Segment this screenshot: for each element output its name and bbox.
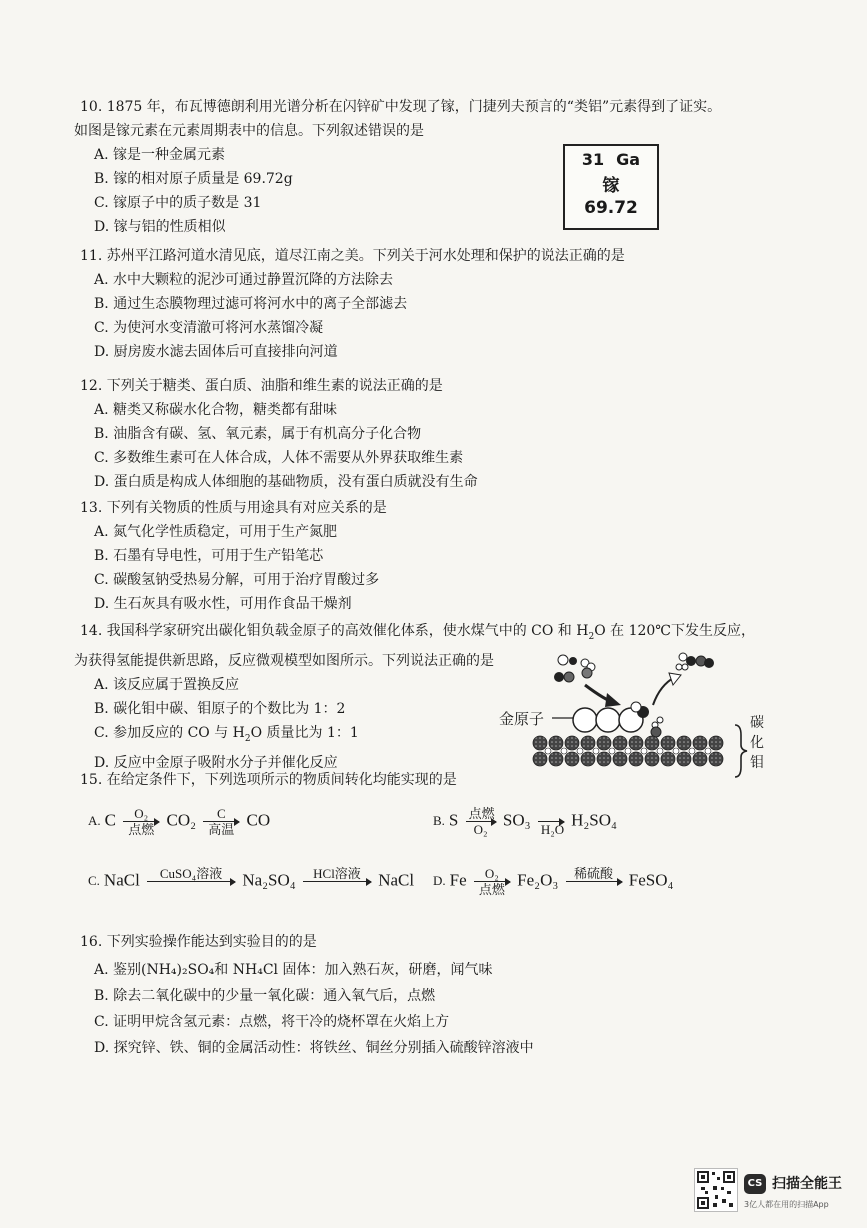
question-13-option-d: D. 生石灰具有吸水性，可用作食品干燥剂 — [94, 596, 352, 612]
question-15 — [80, 768, 780, 792]
question-16-option-b: B. 除去二氧化碳中的少量一氧化碳：通入氧气后，点燃 — [94, 988, 436, 1004]
question-16-option-d: D. 探究锌、铁、铜的金属活动性：将铁丝、铜丝分别插入硫酸锌溶液中 — [94, 1040, 534, 1056]
element-name: 镓 — [602, 176, 620, 196]
question-12-stem: 12. 下列关于糖类、蛋白质、油脂和维生素的说法正确的是 — [80, 378, 443, 394]
option-b-species-3: H₂SO₄ — [571, 810, 617, 830]
question-14-option-b: B. 碳化钼中碳、钼原子的个数比为 1：2 — [94, 700, 346, 717]
option-d-arrow-1 — [474, 866, 510, 897]
option-c-arrow-2-top: HCl溶液 — [313, 866, 361, 881]
question-11-option-c: C. 为使河水变清澈可将河水蒸馏冷凝 — [94, 320, 324, 336]
atomic-mass: 69.72 — [584, 198, 638, 218]
question-11-option-b: B. 通过生态膜物理过滤可将河水中的离子全部滤去 — [94, 296, 408, 312]
question-11 — [80, 244, 780, 364]
option-a-label: A. — [88, 813, 101, 829]
option-a-arrow-1-top: O₂ — [134, 806, 149, 821]
question-10-option-c: C. 镓原子中的质子数是 31 — [94, 195, 262, 211]
gold-atom-label: 金原子 — [499, 710, 545, 728]
option-d-arrow-1-bottom: 点燃 — [478, 882, 505, 897]
question-13 — [80, 496, 780, 616]
question-14-option-c-part1: C. 参加反应的 CO 与 H — [94, 724, 245, 741]
option-b-arrow-1-top: 点燃 — [468, 806, 495, 821]
option-d-species-2: Fe₂O₃ — [517, 870, 559, 890]
side-label-char-1: 碳 — [750, 715, 764, 731]
element-symbol: Ga — [616, 150, 641, 169]
question-12 — [80, 374, 780, 494]
atomic-number: 31 — [581, 150, 605, 169]
side-label-char-2: 化 — [750, 735, 764, 751]
qr-code-icon — [694, 1168, 738, 1212]
question-13-stem: 13. 下列有关物质的性质与用途具有对应关系的是 — [80, 500, 387, 516]
question-14-option-c-part2: O 质量比为 1：1 — [250, 724, 359, 741]
question-13-option-c: C. 碳酸氢钠受热易分解，可用于治疗胃酸过多 — [94, 572, 380, 588]
question-14-stem-part2: O 在 120℃下发生反应， — [594, 623, 755, 639]
option-a-species-3: CO — [246, 810, 271, 830]
question-14-option-c: C. 参加反应的 CO 与 $H_2O$ 质量比为 1：1 — [94, 724, 359, 744]
option-c-arrow-1-top: CuSO₄溶液 — [159, 866, 223, 881]
option-a-arrow-2-top: C — [216, 806, 226, 821]
scanner-brand: 扫描全能王 — [772, 1176, 842, 1192]
option-b-species-2: SO₃ — [502, 810, 531, 830]
option-b-arrow-1-bottom: O₂ — [473, 822, 488, 837]
option-d-arrow-1-top: O₂ — [484, 866, 499, 881]
scanner-slogan: 3亿人都在用的扫描App — [744, 1200, 829, 1209]
question-12-option-b: B. 油脂含有碳、氢、氧元素，属于有机高分子化合物 — [94, 426, 422, 442]
option-b-arrow-2-bottom: H₂O — [540, 822, 565, 837]
question-16-option-c: C. 证明甲烷含氢元素：点燃，将干冷的烧杯罩在火焰上方 — [94, 1014, 450, 1030]
option-c-species-2: Na₂SO₄ — [242, 870, 296, 890]
option-b-species-1: S — [448, 810, 459, 830]
option-c-label: C. — [88, 873, 100, 889]
question-13-option-b: B. 石墨有导电性，可用于生产铅笔芯 — [94, 548, 324, 564]
question-16-option-a: A. 鉴别(NH₄)₂SO₄和 NH₄Cl 固体：加入熟石灰，研磨，闻气味 — [94, 962, 493, 978]
question-13-option-a: A. 氮气化学性质稳定，可用于生产氮肥 — [94, 524, 338, 540]
question-14-option-d: D. 反应中金原子吸附水分子并催化反应 — [94, 754, 338, 771]
question-15-option-c — [88, 866, 414, 897]
element-card-gallium — [563, 144, 659, 230]
question-16-stem: 16. 下列实验操作能达到实验目的的是 — [80, 934, 317, 950]
question-15-stem: 15. 在给定条件下，下列选项所示的物质间转化均能实现的是 — [80, 772, 457, 788]
option-c-species-3: NaCl — [378, 870, 415, 890]
question-11-stem: 11. 苏州平江路河道水清见底，道尽江南之美。下列关于河水处理和保护的说法正确的是 — [80, 248, 625, 264]
molybdenum-carbide-label — [750, 713, 766, 773]
option-a-arrow-1-bottom: 点燃 — [128, 822, 155, 837]
question-16 — [80, 930, 780, 1061]
question-14-stem-line1: 14. 我国科学家研究出碳化钼负载金原子的高效催化体系，使水煤气中的 CO 和 $H_2O$ 在 120℃下发生反应， — [80, 623, 755, 642]
question-10-option-a: A. 镓是一种金属元素 — [94, 147, 226, 163]
option-a-arrow-2-bottom: 高温 — [208, 822, 235, 837]
option-d-arrow-2-top: 稀硫酸 — [574, 866, 614, 881]
question-10 — [74, 95, 780, 239]
option-d-species-3: FeSO₄ — [628, 870, 674, 890]
scanner-watermark — [694, 1168, 854, 1218]
option-d-label: D. — [433, 873, 446, 889]
option-a-species-2: CO₂ — [166, 810, 197, 830]
question-12-option-a: A. 糖类又称碳水化合物，糖类都有甜味 — [94, 402, 338, 418]
option-b-arrow-1 — [466, 806, 496, 837]
option-b-arrow-2 — [538, 806, 564, 837]
option-a-arrow-2 — [203, 806, 239, 837]
question-11-option-d: D. 厨房废水滤去固体后可直接排向河道 — [94, 344, 338, 360]
question-12-option-d: D. 蛋白质是构成人体细胞的基础物质，没有蛋白质就没有生命 — [94, 474, 478, 490]
option-d-arrow-2 — [566, 866, 622, 897]
question-15-option-a — [88, 806, 270, 837]
option-c-species-1: NaCl — [103, 870, 140, 890]
side-label-char-3: 钼 — [750, 755, 764, 771]
camscanner-logo-icon: CS — [744, 1174, 766, 1194]
question-10-stem-line2: 如图是镓元素在元素周期表中的信息。下列叙述错误的是 — [74, 123, 424, 139]
option-d-species-1: Fe — [449, 870, 467, 890]
question-15-option-d — [433, 866, 673, 897]
question-11-option-a: A. 水中大颗粒的泥沙可通过静置沉降的方法除去 — [94, 272, 394, 288]
question-14-stem-part1: 14. 我国科学家研究出碳化钼负载金原子的高效催化体系，使水煤气中的 CO 和 H — [80, 623, 589, 639]
reaction-model-diagram — [495, 645, 775, 785]
question-14-stem-line2: 为获得氢能提供新思路，反应微观模型如图所示。下列说法正确的是 — [74, 652, 494, 669]
option-b-label: B. — [433, 813, 445, 829]
option-a-arrow-1 — [123, 806, 159, 837]
question-14-option-a: A. 该反应属于置换反应 — [94, 676, 240, 693]
question-10-option-b: B. 镓的相对原子质量是 69.72g — [94, 171, 293, 187]
question-12-option-c: C. 多数维生素可在人体合成，人体不需要从外界获取维生素 — [94, 450, 464, 466]
question-15-option-b — [433, 806, 617, 837]
option-c-arrow-1 — [147, 866, 235, 897]
question-10-stem-line1: 10. 1875 年，布瓦博德朗利用光谱分析在闪锌矿中发现了镓，门捷列夫预言的“类铝”元素得到了证实。 — [80, 99, 722, 115]
question-10-option-d: D. 镓与铝的性质相似 — [94, 219, 226, 235]
option-c-arrow-2 — [303, 866, 371, 897]
option-a-species-1: C — [104, 810, 116, 830]
